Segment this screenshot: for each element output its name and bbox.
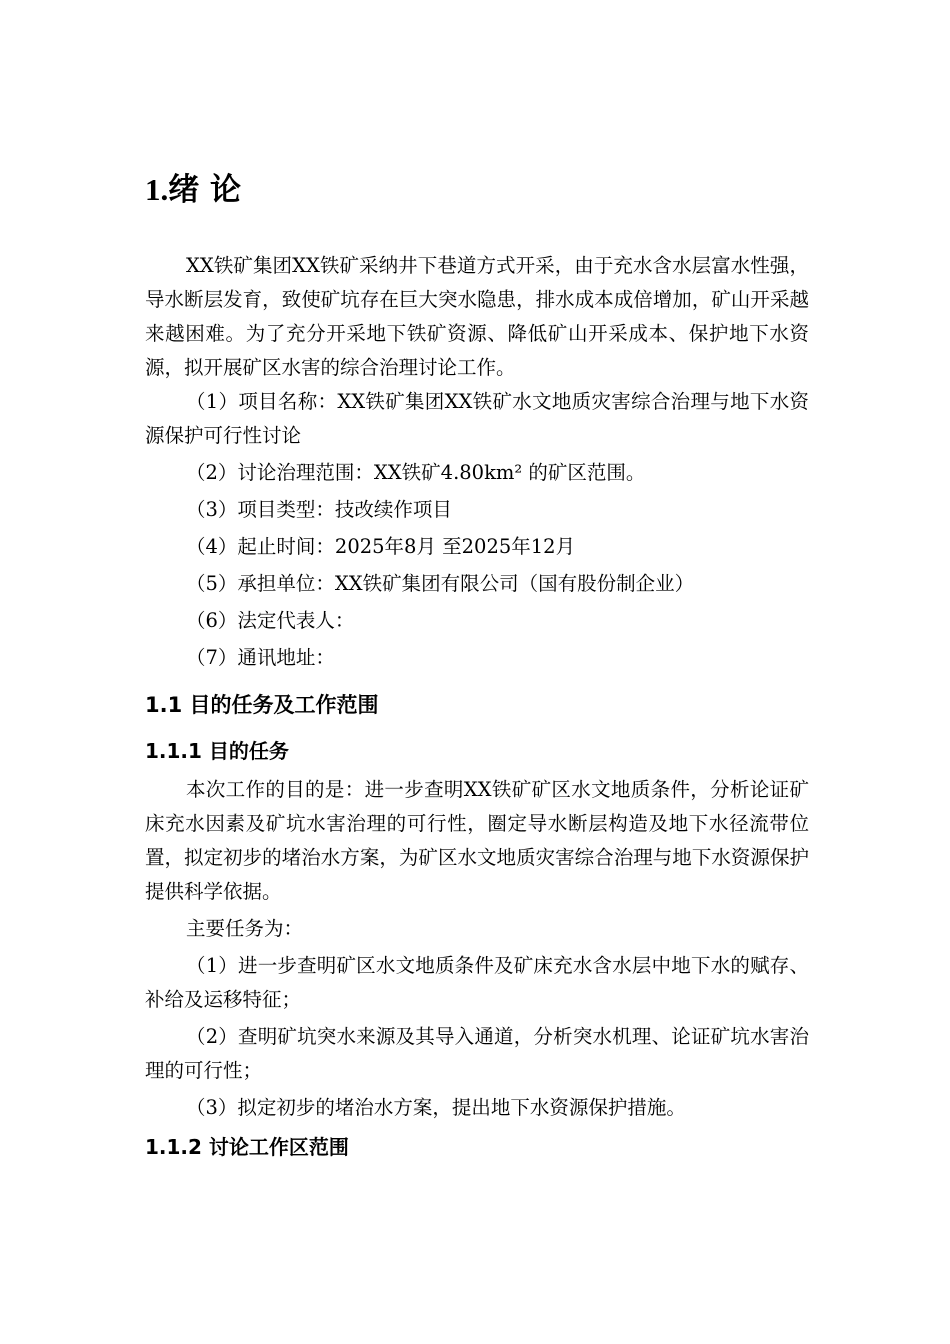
chapter-title: 绪 论 <box>168 172 242 208</box>
intro-item-project-name: （1）项目名称：XX铁矿集团XX铁矿水文地质灾害综合治理与地下水资源保护可行性讨论 <box>145 390 809 447</box>
section-heading-1-1: 1.1 目的任务及工作范围 <box>145 693 379 717</box>
intro-item-legal-rep: （6）法定代表人： <box>186 609 355 632</box>
task-item-2: （2）查明矿坑突水来源及其导入通道，分析突水机理、论证矿坑水害治理的可行性； <box>145 1025 809 1082</box>
purpose-paragraph: 本次工作的目的是：进一步查明XX铁矿矿区水文地质条件，分析论证矿床充水因素及矿坑水害治理的可行性，圈定导水断层构造及地下水径流带位置，拟定初步的堵治水方案，为矿区水文地质灾害综合治理与地下水资源保护提供科学依据。 <box>145 778 809 903</box>
intro-item-type: （3）项目类型：技改续作项目 <box>186 498 452 521</box>
section-heading-1-1-1: 1.1.1 目的任务 <box>145 739 289 763</box>
intro-block <box>145 249 809 1169</box>
intro-item-period: （4）起止时间：2025年8月 至2025年12月 <box>186 535 576 558</box>
intro-item-organization: （5）承担单位：XX铁矿集团有限公司（国有股份制企业） <box>186 572 695 595</box>
section-heading-1-1-2: 1.1.2 讨论工作区范围 <box>145 1135 349 1159</box>
intro-paragraph: XX铁矿集团XX铁矿采纳井下巷道方式开采，由于充水含水层富水性强，导水断层发育，致使矿坑存在巨大突水隐患，排水成本成倍增加，矿山开采越来越困难。为了充分开采地下铁矿资源、降低矿山开采成本、保护地下水资源，拟开展矿区水害的综合治理讨论工作。 <box>145 254 809 379</box>
tasks-label: 主要任务为： <box>186 917 304 940</box>
chapter-number: 1. <box>145 172 169 207</box>
task-item-3: （3）拟定初步的堵治水方案，提出地下水资源保护措施。 <box>186 1096 686 1119</box>
intro-item-address: （7）通讯地址： <box>186 646 335 669</box>
intro-item-scope: （2）讨论治理范围：XX铁矿4.80km² 的矿区范围。 <box>186 461 646 484</box>
task-item-1: （1）进一步查明矿区水文地质条件及矿床充水含水层中地下水的赋存、补给及运移特征； <box>145 954 809 1011</box>
chapter-heading <box>145 168 241 212</box>
